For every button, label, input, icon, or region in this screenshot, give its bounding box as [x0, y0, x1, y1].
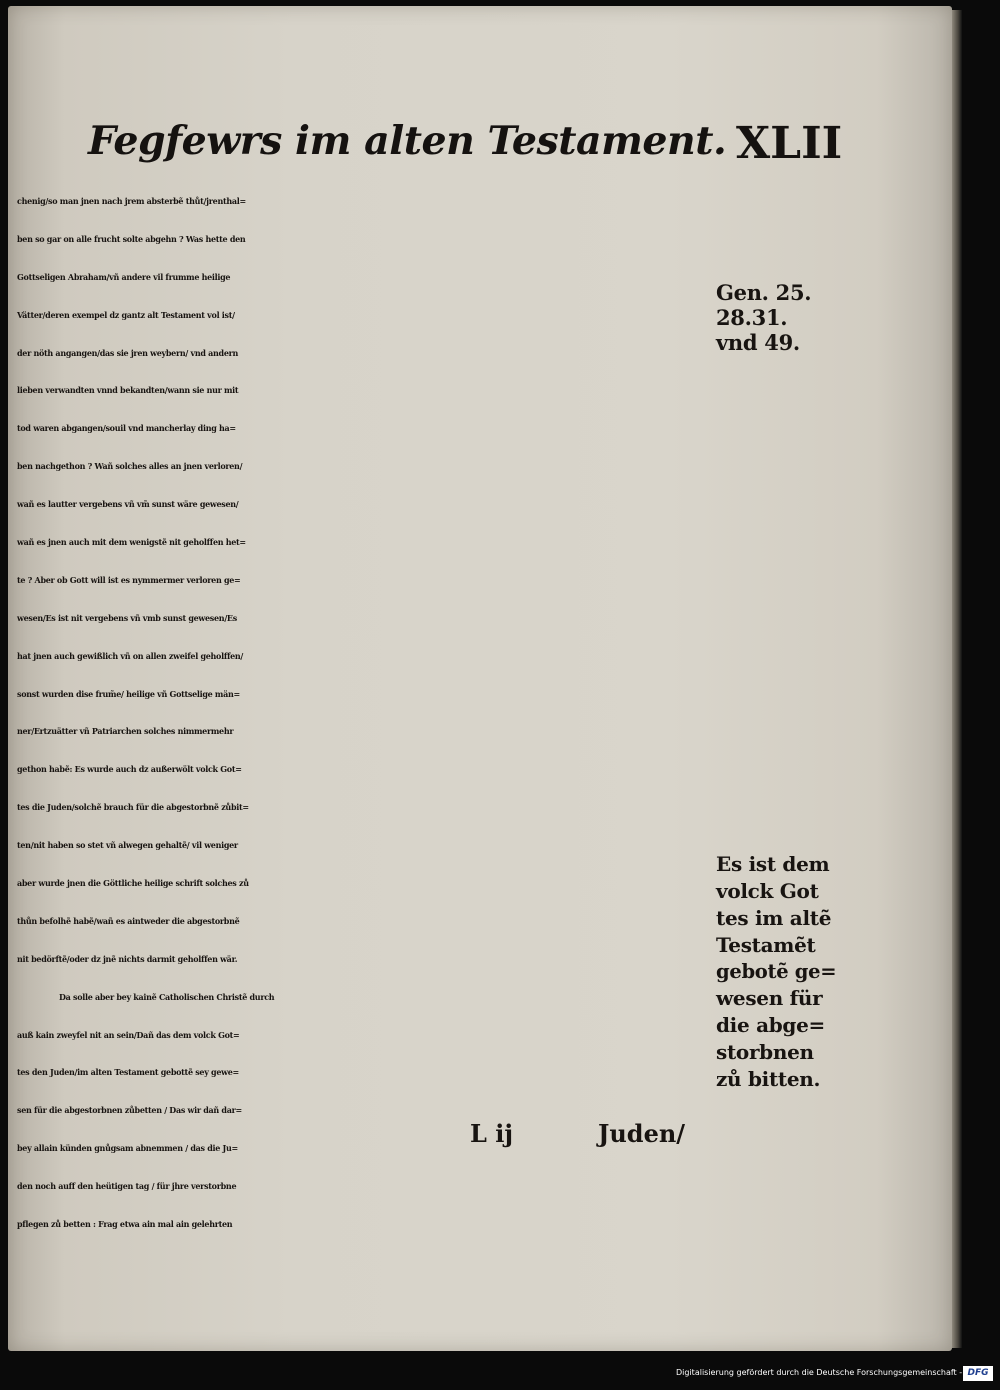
text-line: ten/nit haben so stet vñ alwegen gehaltẽ/ vil weniger — [17, 840, 238, 851]
text-line: hat jnen auch gewißlich vñ on allen zweifel geholffen/ — [17, 650, 244, 661]
paragraph-start-line: Da solle aber bey kainẽ Catholischen Christẽ durch — [59, 991, 275, 1002]
text-line: ben so gar on alle frucht solte abgehn ? Was hette den — [17, 233, 246, 244]
marginal-line: tes im altẽ — [716, 905, 832, 930]
text-line: sonst wurden dise frum̃e/ heilige vñ Gottselige män= — [17, 688, 240, 699]
marginal-line: storbnen — [716, 1040, 814, 1065]
text-line: aber wurde jnen die Göttliche heilige schrift solches zů — [17, 878, 249, 889]
text-line: lieben verwandten vnnd bekandten/wann sie nur mit — [17, 385, 239, 396]
marginal-note-bible-reference — [716, 280, 836, 355]
text-line: ben nachgethon ? Wañ solches alles an jnen verloren/ — [17, 461, 243, 472]
text-line: wesen/Es ist nit vergebens vñ vmb sunst gewesen/Es — [17, 612, 237, 623]
marginal-line: gebotẽ ge= — [716, 959, 837, 983]
text-line: te ? Aber ob Gott will ist es nymmermer verloren ge= — [17, 574, 241, 585]
marginal-line: vnd 49. — [716, 330, 800, 355]
folio-number: XLII — [736, 118, 843, 169]
text-line: auß kain zweyfel nit an sein/Dañ das dem volck Got= — [17, 1029, 240, 1040]
text-line: Gottseligen Abraham/vñ andere vil frumme heilige — [17, 271, 231, 282]
marginal-line: 28.31. — [716, 305, 788, 330]
marginal-line: Testamẽt — [716, 932, 816, 957]
text-line: tod waren abgangen/souil vnd mancherlay ding ha= — [17, 423, 236, 434]
text-line: ner/Ertzuätter vñ Patriarchen solches nimmermehr — [17, 726, 234, 737]
text-line: chenig/so man jnen nach jrem absterbẽ thůt/jrenthal= — [17, 196, 246, 206]
text-line: pflegen zů betten : Frag etwa ain mal ain gelehrten — [17, 1219, 233, 1230]
dfg-logo: DFG — [963, 1366, 993, 1381]
body-text — [17, 183, 717, 1244]
marginal-line: Gen. 25. — [716, 280, 812, 305]
text-line: thůn befolhẽ habẽ/wañ es aintweder die abgestorbnẽ — [17, 915, 240, 926]
text-line: wañ es lautter vergebens vñ vm̃ sunst wäre gewesen/ — [17, 499, 239, 510]
text-line: gethon habẽ: Es wurde auch dz außerwölt volck Got= — [17, 764, 242, 775]
text-line: der nöth angangen/das sie jren weybern/ vnd andern — [17, 347, 239, 358]
marginal-line: wesen für — [716, 986, 823, 1011]
running-head: Fegfewrs im alten Testament. — [88, 118, 727, 164]
text-line: nit bedörftẽ/oder dz jnẽ nichts darmit geholffen wär. — [17, 953, 238, 964]
digitization-credit: Digitalisierung gefördert durch die Deutsche Forschungsgemeinschaft - — [676, 1368, 963, 1377]
text-line: sen für die abgestorbnen zůbetten / Das wir dañ dar= — [17, 1105, 242, 1116]
text-line: den noch auff den heütigen tag / für jhre verstorbne — [17, 1181, 237, 1192]
text-line: wañ es jnen auch mit dem wenigstẽ nit geholffen het= — [17, 537, 246, 548]
page-edge — [952, 10, 962, 1348]
marginal-line: Es ist dem — [716, 852, 830, 876]
signature-mark: L ij — [470, 1119, 514, 1148]
text-line: tes den Juden/im alten Testament gebottẽ sey gewe= — [17, 1067, 239, 1078]
text-line: Vätter/deren exempel dz gantz alt Testament vol ist/ — [17, 309, 235, 320]
text-line: tes die Juden/solchẽ brauch für die abgestorbnẽ zůbit= — [17, 802, 249, 813]
marginal-line: volck Got — [716, 878, 819, 903]
catchword: Juden/ — [598, 1119, 686, 1148]
marginal-line: zů bitten. — [716, 1067, 821, 1092]
text-line: bey allain künden gnůgsam abnemmen / das die Ju= — [17, 1143, 238, 1154]
marginal-note-summary — [716, 851, 836, 1093]
marginal-line: die abge= — [716, 1013, 825, 1038]
